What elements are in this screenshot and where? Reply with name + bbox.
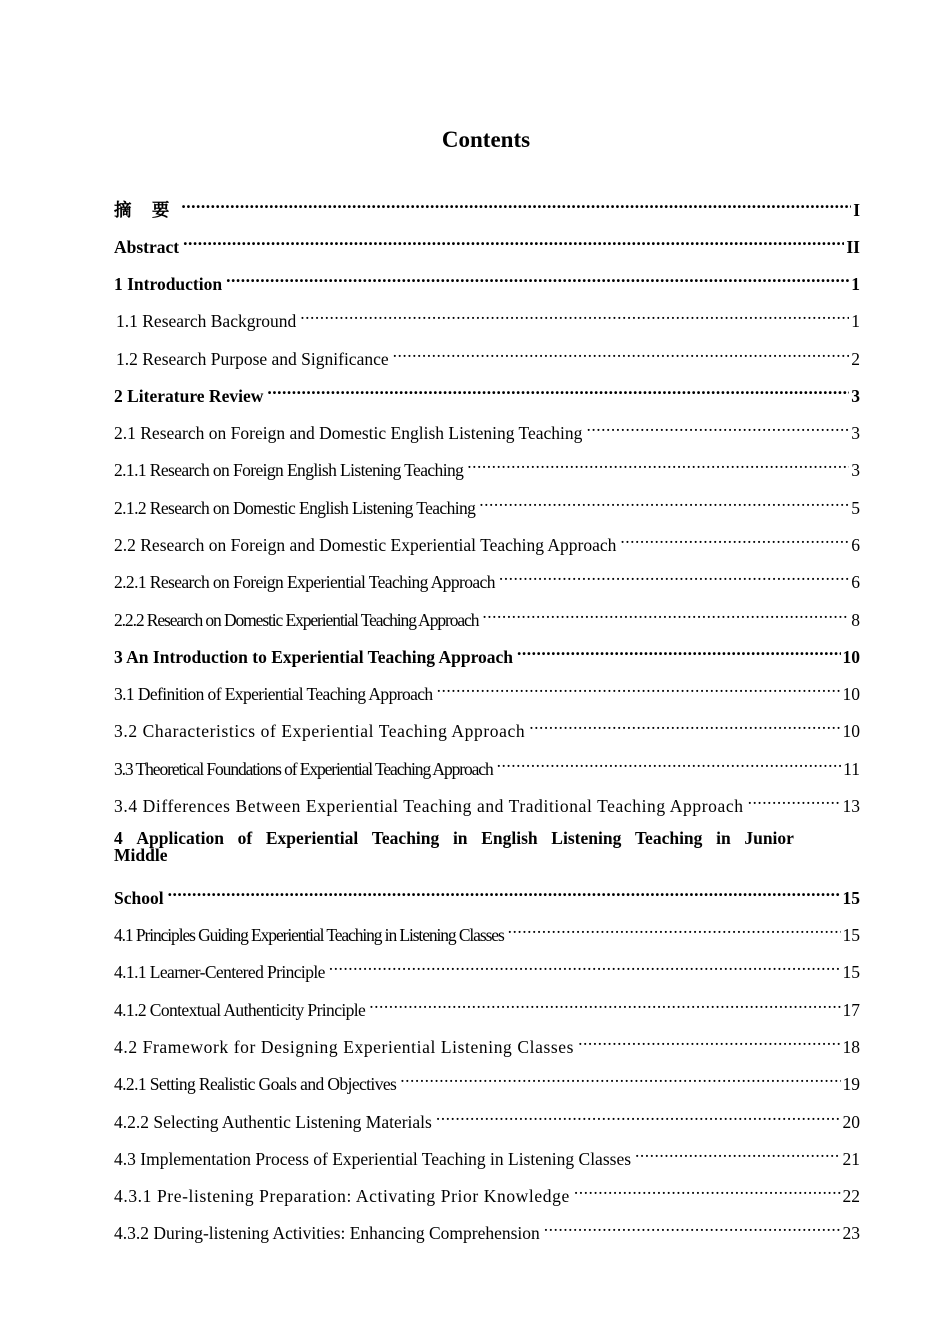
- dot-leader: [400, 1068, 840, 1090]
- toc-entry-2-2[interactable]: [114, 529, 860, 555]
- toc-entry-label: 4.2.1 Setting Realistic Goals and Objectives: [114, 1074, 397, 1094]
- heading-word: Junior: [744, 828, 794, 848]
- toc-page-number: 17: [842, 1000, 860, 1020]
- toc-page-number: 5: [851, 498, 860, 518]
- toc-page-number: 6: [851, 572, 860, 592]
- toc-page-number: 1: [851, 311, 860, 331]
- toc-page-number: 15: [842, 962, 860, 982]
- toc-entry-4-2[interactable]: [114, 1031, 860, 1057]
- heading-word: Experiential: [265, 828, 359, 848]
- toc-page-number: 10: [842, 684, 860, 704]
- toc-entry-label: 3 An Introduction to Experiential Teaching Approach: [114, 647, 514, 667]
- dot-leader: [544, 1217, 841, 1239]
- toc-page-number: 3: [851, 460, 860, 480]
- dot-leader: [467, 454, 849, 476]
- toc-page-number: 6: [851, 535, 860, 555]
- dot-leader: [436, 1106, 841, 1128]
- dot-leader: [479, 492, 849, 514]
- heading-word: in: [452, 828, 468, 848]
- toc-entry-label: 4.3.2 During-listening Activities: Enhancing Comprehension: [114, 1223, 540, 1243]
- toc-entry-label: 4.3.1 Pre-listening Preparation: Activating Prior Knowledge: [114, 1186, 570, 1206]
- toc-entry-4-1-1[interactable]: [114, 956, 860, 982]
- toc-entry-label: 3.2 Characteristics of Experiential Teaching Approach: [114, 721, 526, 741]
- toc-entry-label: 4.2.2 Selecting Authentic Listening Materials: [114, 1112, 432, 1132]
- toc-page-number: 10: [842, 721, 860, 741]
- toc-entry-4-1-2[interactable]: [114, 994, 860, 1020]
- toc-entry-4-3-1[interactable]: [114, 1180, 860, 1206]
- toc-entry-label: 4.1 Principles Guiding Experiential Teaching in Listening Classes: [114, 925, 504, 945]
- toc-page-number: 18: [842, 1037, 860, 1057]
- toc-page-number: 10: [842, 647, 860, 667]
- toc-page-number: 1: [851, 274, 860, 294]
- dot-leader: [329, 956, 841, 978]
- toc-entry-label: 2.1.2 Research on Domestic English Listening Teaching: [114, 498, 476, 518]
- toc-entry-abstract-cn[interactable]: [114, 194, 860, 220]
- toc-entry-label: 4.1.1 Learner-Centered Principle: [114, 962, 325, 982]
- toc-entry-chapter-4[interactable]: [114, 882, 860, 908]
- toc-entry-abstract[interactable]: [114, 231, 860, 257]
- dot-leader: [482, 604, 849, 626]
- heading-word: English: [481, 828, 538, 848]
- toc-page-number: 23: [842, 1223, 860, 1243]
- dot-leader: [183, 231, 844, 253]
- toc-page-number: 3: [851, 386, 860, 406]
- dot-leader: [586, 417, 849, 439]
- dot-leader: [748, 790, 841, 812]
- toc-entry-3-3[interactable]: [114, 753, 860, 779]
- heading-word: in: [716, 828, 731, 848]
- heading-word: Listening: [551, 828, 622, 848]
- dot-leader: [508, 919, 841, 941]
- toc-entry-label: 1 Introduction: [114, 274, 223, 294]
- page-title: Contents: [441, 127, 531, 152]
- dot-leader: [497, 753, 842, 775]
- toc-entry-label: 4.3 Implementation Process of Experiential Teaching in Listening Classes: [114, 1149, 632, 1169]
- toc-page-number: II: [846, 237, 860, 257]
- toc-page-number: 8: [851, 610, 860, 630]
- toc-entry-1-2[interactable]: [114, 343, 860, 369]
- toc-page-number: 15: [842, 925, 860, 945]
- dot-leader: [517, 641, 840, 663]
- dot-leader: [267, 380, 849, 402]
- dot-leader: [574, 1180, 841, 1202]
- toc-entry-4-2-2[interactable]: [114, 1106, 860, 1132]
- toc-page-number: I: [853, 200, 860, 220]
- toc-entry-label: 3.3 Theoretical Foundations of Experiential Teaching Approach: [114, 759, 493, 779]
- toc-entry-label: 1.2 Research Purpose and Significance: [116, 349, 389, 369]
- toc-entry-2-2-2[interactable]: [114, 604, 860, 630]
- toc-entry-4-2-1[interactable]: [114, 1068, 860, 1094]
- toc-page-number: 2: [851, 349, 860, 369]
- toc-entry-chapter-2[interactable]: [114, 380, 860, 406]
- toc-page-number: 3: [851, 423, 860, 443]
- toc-page-number: 13: [842, 796, 860, 816]
- toc-page-number: 19: [842, 1074, 860, 1094]
- toc-entry-chapter-4-heading[interactable]: [114, 830, 860, 864]
- dot-leader: [437, 678, 841, 700]
- toc-page-number: 20: [842, 1112, 860, 1132]
- heading-word: 4: [114, 828, 123, 848]
- heading-word: Application: [136, 828, 224, 848]
- dot-leader: [300, 305, 849, 327]
- toc-entry-chapter-3[interactable]: [114, 641, 860, 667]
- toc-entry-label: 2.1.1 Research on Foreign English Listening Teaching: [114, 460, 464, 480]
- heading-word: Teaching: [634, 828, 703, 848]
- toc-entry-label: 2.2.1 Research on Foreign Experiential Teaching Approach: [114, 572, 495, 592]
- dot-leader: [635, 1143, 840, 1165]
- toc-entry-3-4[interactable]: [114, 790, 860, 816]
- dot-leader: [369, 994, 840, 1016]
- dot-leader: [168, 882, 841, 904]
- heading-word: of: [237, 828, 253, 848]
- toc-entry-label: 3.4 Differences Between Experiential Teaching and Traditional Teaching Approach: [114, 796, 744, 816]
- toc-entry-4-3-2[interactable]: [114, 1217, 860, 1243]
- dot-leader: [499, 566, 849, 588]
- toc-entry-label: 3.1 Definition of Experiential Teaching Approach: [114, 684, 433, 704]
- toc-entry-1-1[interactable]: [114, 305, 860, 331]
- toc-entry-2-1-1[interactable]: [114, 454, 860, 480]
- heading-word: Teaching: [371, 828, 440, 848]
- toc-entry-label: Abstract: [114, 237, 180, 257]
- toc-entry-label: 2 Literature Review: [114, 386, 264, 406]
- toc-entry-label: 4.2 Framework for Designing Experiential Listening Classes: [114, 1037, 575, 1057]
- toc-entry-label: 4.1.2 Contextual Authenticity Principle: [114, 1000, 366, 1020]
- dot-leader: [529, 715, 840, 737]
- toc-entry-label: School: [114, 888, 164, 908]
- toc-entry-chapter-1[interactable]: [114, 268, 860, 294]
- toc-page-number: 21: [842, 1149, 860, 1169]
- toc-entry-label: 2.2.2 Research on Domestic Experiential Teaching Approach: [114, 610, 479, 630]
- toc-entry-4-3[interactable]: [114, 1143, 860, 1169]
- toc-page-number: 15: [842, 888, 860, 908]
- chapter-4-heading-line-2: Middle: [114, 845, 168, 865]
- dot-leader: [620, 529, 849, 551]
- toc-page-number: 11: [843, 759, 860, 779]
- dot-leader: [393, 343, 850, 365]
- toc-entry-label: 1.1 Research Background: [116, 311, 297, 331]
- toc-entry-3-1[interactable]: [114, 678, 860, 704]
- toc-entry-3-2[interactable]: [114, 715, 860, 741]
- toc-entry-4-1[interactable]: [114, 919, 860, 945]
- toc-page-number: 22: [842, 1186, 860, 1206]
- toc-entry-label: 2.1 Research on Foreign and Domestic English Listening Teaching: [114, 423, 583, 443]
- toc-entry-label: 摘 要: [114, 200, 178, 220]
- toc-entry-2-2-1[interactable]: [114, 566, 860, 592]
- dot-leader: [226, 268, 849, 290]
- dot-leader: [181, 194, 851, 216]
- toc-entry-label: 2.2 Research on Foreign and Domestic Experiential Teaching Approach: [114, 535, 617, 555]
- toc-entry-2-1-2[interactable]: [114, 492, 860, 518]
- chapter-4-heading-line-1: [114, 830, 794, 847]
- dot-leader: [578, 1031, 840, 1053]
- toc-entry-2-1[interactable]: [114, 417, 860, 443]
